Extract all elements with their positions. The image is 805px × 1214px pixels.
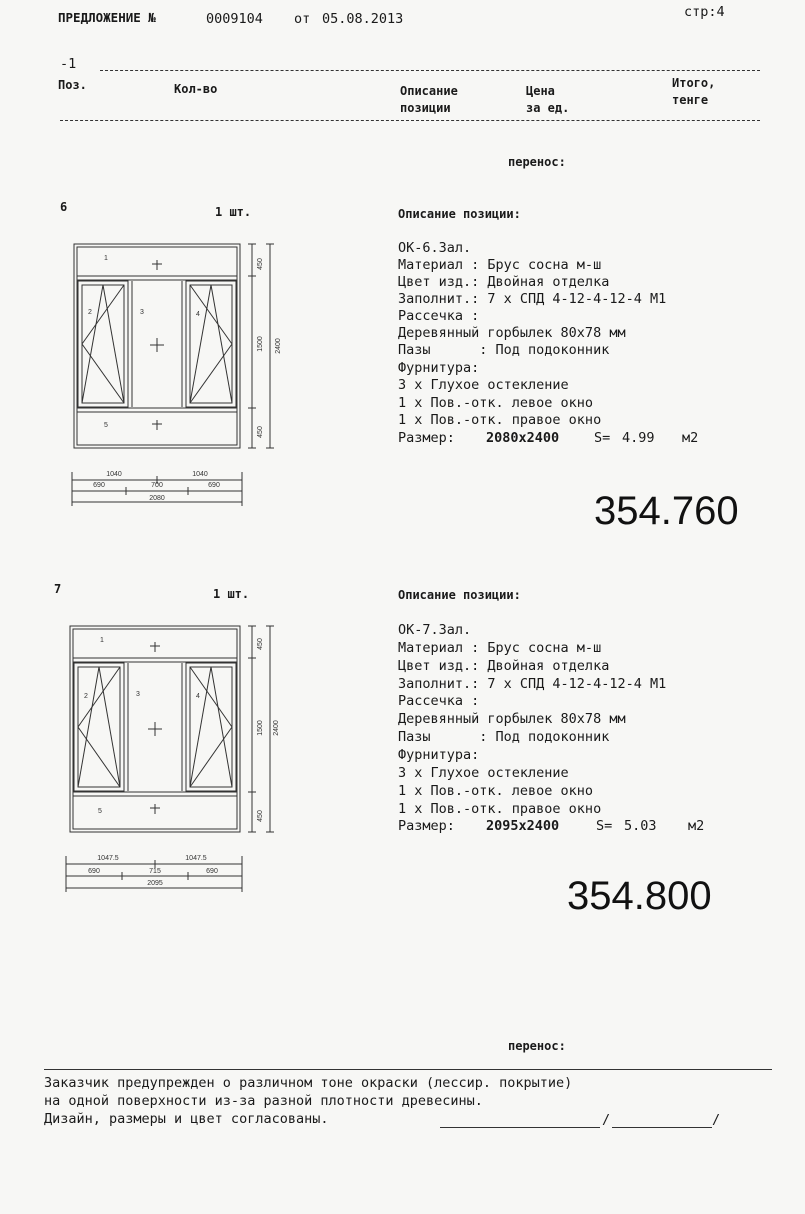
item-6-area-label: S= [594, 430, 611, 446]
item-6-window-drawing [64, 236, 284, 516]
drawing-7-dim-half-1: 1047.5 [97, 855, 119, 862]
item-6-line: Цвет изд.: Двойная отделка [398, 274, 610, 290]
drawing-7-dim-w2: 715 [149, 868, 161, 875]
signature-line-2 [612, 1127, 712, 1128]
drawing-6-dim-h3: 450 [257, 426, 264, 438]
drawing-6-dim-w1: 690 [93, 482, 105, 489]
item-6-line: Материал : Брус сосна м-ш [398, 257, 602, 273]
item-7-size-value: 2095х2400 [486, 818, 560, 834]
drawing-7-label-3: 3 [136, 691, 140, 698]
item-7-qty: 1 шт. [213, 587, 250, 601]
col-desc-1: Описание [400, 84, 458, 98]
carry-top: перенос: [508, 155, 566, 169]
drawing-7-dim-h1: 450 [257, 638, 264, 650]
col-desc-2: позиции [400, 101, 451, 115]
item-7-pos: 7 [54, 582, 62, 596]
drawing-7-dim-w1: 690 [88, 868, 100, 875]
col-price-2: за ед. [526, 101, 570, 115]
signature-line-1 [440, 1127, 600, 1128]
footer-note-1: Заказчик предупрежден о различном тоне окраски (лессир. покрытие) [44, 1075, 573, 1091]
item-7-line: 1 х Пов.-отк. левое окно [398, 783, 594, 799]
item-7-area-label: S= [596, 818, 613, 834]
drawing-7-dim-h2: 1500 [257, 720, 264, 736]
item-7-area-value: 5.03 [624, 818, 657, 834]
item-6-desc-title: Описание позиции: [398, 207, 521, 221]
doc-date-label: от [294, 11, 311, 27]
drawing-6-dim-total-h: 2400 [275, 338, 282, 354]
drawing-6-label-5: 5 [104, 422, 108, 429]
item-6-pos: 6 [60, 200, 68, 214]
item-6-line: 1 х Пов.-отк. левое окно [398, 395, 594, 411]
item-6-area-value: 4.99 [622, 430, 655, 446]
doc-date: 05.08.2013 [322, 11, 404, 27]
item-7-line: Рассечка : [398, 693, 480, 709]
item-6-line: Заполнит.: 7 х СПД 4-12-4-12-4 М1 [398, 291, 667, 307]
col-total-1: Итого, [672, 76, 716, 90]
item-6-size-label: Размер: [398, 430, 455, 446]
item-6-qty: 1 шт. [215, 205, 252, 219]
drawing-7-dim-total-w: 2095 [147, 880, 163, 887]
item-7-line: Заполнит.: 7 х СПД 4-12-4-12-4 М1 [398, 676, 667, 692]
footer-divider [44, 1069, 772, 1070]
item-7-line: Пазы : Под подоконник [398, 729, 610, 745]
item-6-code: ОК-6.Зал. [398, 240, 472, 256]
item-6-line: 1 х Пов.-отк. правое окно [398, 412, 602, 428]
item-7-line: Цвет изд.: Двойная отделка [398, 658, 610, 674]
item-6-line: Деревянный горбылек 80х78 мм [398, 325, 626, 341]
drawing-6-dim-w2: 700 [151, 482, 163, 489]
drawing-7-dim-w3: 690 [206, 868, 218, 875]
col-pos: Поз. [58, 78, 87, 92]
drawing-6-dim-total-w: 2080 [149, 495, 165, 502]
footer-note-2: на одной поверхности из-за разной плотности древесины. [44, 1093, 483, 1109]
drawing-7-label-1: 1 [100, 637, 104, 644]
item-7-line: 3 х Глухое остекление [398, 765, 569, 781]
item-6-line: Фурнитура: [398, 360, 480, 376]
item-7-price: 354.800 [567, 874, 712, 918]
drawing-7-label-5: 5 [98, 808, 102, 815]
footer-note-3: Дизайн, размеры и цвет согласованы. [44, 1111, 329, 1127]
drawing-6-dim-h1: 450 [257, 258, 264, 270]
signature-slash-2: / [712, 1112, 721, 1128]
drawing-6-dim-h2: 1500 [257, 336, 264, 352]
signature-slash-1: / [602, 1112, 611, 1128]
col-qty: Кол-во [174, 82, 218, 96]
drawing-7-dim-h3: 450 [257, 810, 264, 822]
carry-bottom: перенос: [508, 1039, 566, 1053]
item-7-desc-title: Описание позиции: [398, 588, 521, 602]
drawing-7-dim-total-h: 2400 [273, 720, 280, 736]
doc-number: 0009104 [206, 11, 263, 27]
item-7-line: Фурнитура: [398, 747, 480, 763]
header-divider-top [100, 70, 760, 71]
drawing-6-dim-w3: 690 [208, 482, 220, 489]
item-7-line: Материал : Брус сосна м-ш [398, 640, 602, 656]
drawing-7-label-4: 4 [196, 693, 200, 700]
doc-title: ПРЕДЛОЖЕНИЕ № [58, 10, 156, 25]
item-7-window-drawing [60, 618, 280, 900]
item-7-line: 1 х Пов.-отк. правое окно [398, 801, 602, 817]
item-6-line: Рассечка : [398, 308, 480, 324]
item-6-line: 3 х Глухое остекление [398, 377, 569, 393]
drawing-7-label-2: 2 [84, 693, 88, 700]
header-divider-bottom [60, 120, 760, 121]
drawing-6-label-4: 4 [196, 311, 200, 318]
item-7-line: Деревянный горбылек 80х78 мм [398, 711, 626, 727]
item-7-area-unit: м2 [688, 818, 705, 834]
col-price-1: Цена [526, 84, 555, 98]
item-6-price: 354.760 [594, 489, 739, 533]
item-7-size-label: Размер: [398, 818, 455, 834]
page-number: стр:4 [684, 4, 725, 20]
drawing-7-dim-half-2: 1047.5 [185, 855, 207, 862]
drawing-6-label-3: 3 [140, 309, 144, 316]
drawing-6-label-2: 2 [88, 309, 92, 316]
item-6-area-unit: м2 [682, 430, 699, 446]
col-total-2: тенге [672, 93, 709, 107]
item-6-size-value: 2080х2400 [486, 430, 560, 446]
table-marker: -1 [60, 56, 77, 72]
item-7-code: ОК-7.Зал. [398, 622, 472, 638]
item-6-line: Пазы : Под подоконник [398, 342, 610, 358]
drawing-6-dim-half-2: 1040 [192, 471, 208, 478]
drawing-6-dim-half-1: 1040 [106, 471, 122, 478]
drawing-6-label-1: 1 [104, 255, 108, 262]
